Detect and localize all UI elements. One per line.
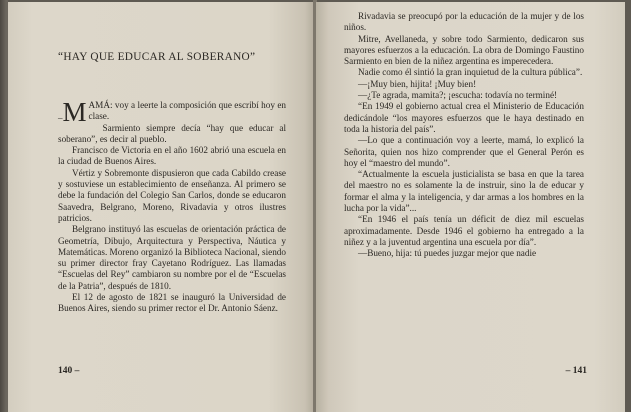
paragraph: Sarmiento siempre decía “hay que educar al soberano”, es decir al pueblo. [58,122,286,144]
opening-paragraph [58,97,286,127]
drop-cap [58,97,87,128]
paragraph: Mitre, Avellaneda, y sobre todo Sarmiento, dedicaron sus mayores esfuerzos a la educación. La obra de Domingo Faustino Sarmiento en bien de la niñez argentina es imperecedera. [344,33,584,67]
left-page [8,2,314,412]
chapter-title: “HAY QUE EDUCAR AL SOBERANO” [58,51,256,63]
dialogue-line: —¡Muy bien, hijita! ¡Muy bien! [358,78,477,89]
drop-cap-letter: M [62,97,87,127]
paragraph: “Actualmente la escuela justicialista se basa en que la tarea del maestro no es solamente la de instruir, sino la de educar y formar el alma y la inteligencia, y dar armas a los hombres en la lucha por la vida”... [344,169,584,214]
right-page [316,2,625,412]
drop-cap-dash: – [58,113,63,123]
paragraph: Nadie como él sintió la gran inquietud de la cultura pública”. [358,67,583,78]
dialogue-line: —Bueno, hija: tú puedes juzgar mejor que nadie [358,248,537,259]
paragraph: Belgrano instituyó las escuelas de orientación práctica de Geometría, Dibujo, Arquitectura y Perspectiva, Náutica y Matemáticas. Moreno organizó la Biblioteca Nacional, siendo su primer director fray Cayetano Rodríguez. Las llamadas “Escuelas del Rey” cambiaron su nombre por el de “Escuelas de la Patria”, después de 1810. [58,224,286,291]
left-text-column [58,97,286,315]
page-number-right: – 141 [565,366,587,376]
paragraph: “En 1946 el país tenía un déficit de diez mil escuelas aproximadamente. Desde 1946 el gobierno ha entregado a la niñez y a la juventud argentina una escuela por día”. [344,214,584,247]
paragraph: Rivadavia se preocupó por la educación de la mujer y de los niños. [344,11,584,33]
paragraph: Francisco de Victoria en el año 1602 abrió una escuela en la ciudad de Buenos Aires. [58,145,286,167]
right-text-column [344,11,584,260]
dialogue-line: —¿Te agrada, mamita?; ¡escucha: todavía no terminé! [358,90,558,101]
opening-text: AMÁ: voy a leerte la composición que escribí hoy en clase. [88,100,286,122]
page-number-left: 140 – [58,366,80,376]
dialogue-line: —Lo que a continuación voy a leerte, mamá, lo explicó la Señorita, quien nos hizo comprender que el General Perón es hoy el “maestro del mundo”. [344,135,584,168]
paragraph: El 12 de agosto de 1821 se inauguró la Universidad de Buenos Aires, siendo su primer rector el Dr. Antonio Sáenz. [58,292,286,314]
paragraph: Vértiz y Sobremonte dispusieron que cada Cabildo crease y sostuviese un establecimiento de enseñanza. Al primero se debe la fundación del Colegio San Carlos, donde se educaron Saavedra, Belgrano, Moreno, Rivadavia y otros ilustres patricios. [58,167,286,223]
paragraph: “En 1949 el gobierno actual crea el Ministerio de Educación dedicándole “los mayores esfuerzos que le haya destinado en toda la historia del país”. [344,101,584,134]
